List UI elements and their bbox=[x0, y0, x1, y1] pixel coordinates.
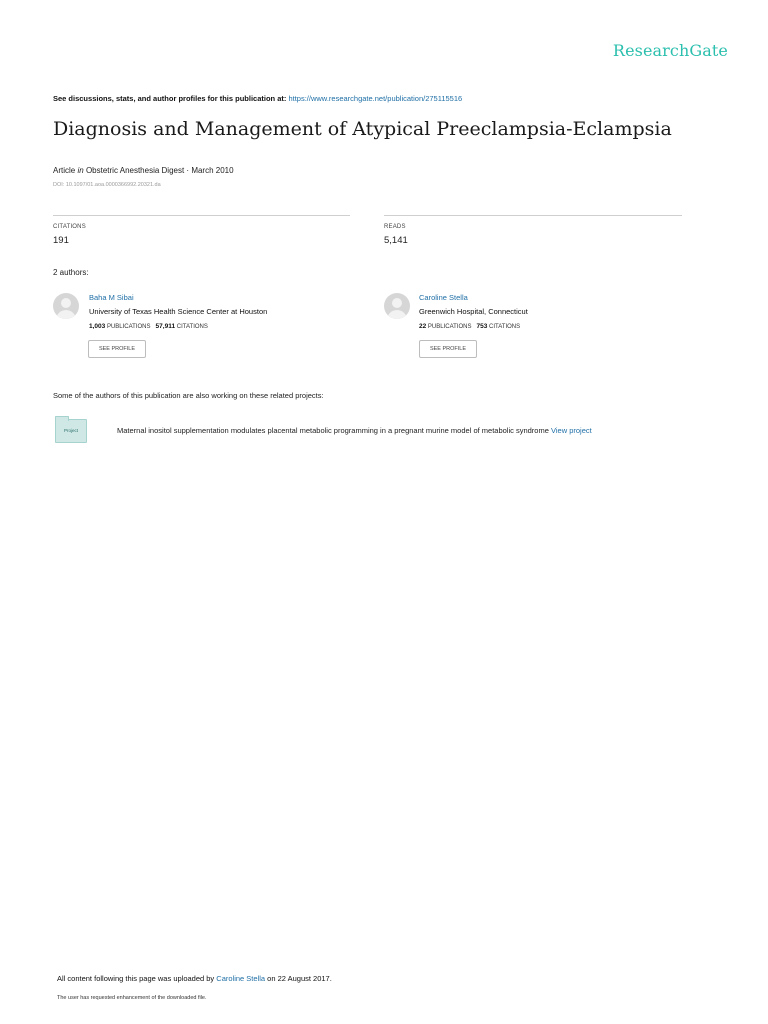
see-discussions-text: See discussions, stats, and author profiles for this publication at: bbox=[53, 94, 287, 103]
avatar-placeholder-icon[interactable] bbox=[53, 293, 79, 319]
authors-heading: 2 authors: bbox=[53, 268, 89, 277]
enhancement-note: The user has requested enhancement of the downloaded file. bbox=[57, 995, 207, 1001]
reads-value: 5,141 bbox=[384, 235, 408, 246]
publications-count: 1,003 bbox=[89, 323, 106, 330]
author-name-link[interactable]: Baha M Sibai bbox=[89, 293, 134, 302]
citations-count-label: CITATIONS bbox=[489, 324, 521, 330]
author-affiliation: University of Texas Health Science Center at Houston bbox=[89, 307, 268, 316]
publication-title: Diagnosis and Management of Atypical Preeclampsia-Eclampsia bbox=[53, 118, 672, 140]
see-discussions-line bbox=[53, 94, 462, 103]
citations-value: 191 bbox=[53, 235, 69, 246]
project-folder-icon[interactable] bbox=[55, 419, 87, 443]
citations-label: CITATIONS bbox=[53, 224, 86, 230]
citations-count-label: CITATIONS bbox=[176, 324, 208, 330]
project-icon-label: Project bbox=[63, 428, 78, 433]
upload-notice bbox=[57, 974, 332, 983]
publications-label: PUBLICATIONS bbox=[106, 324, 151, 330]
see-profile-button[interactable]: SEE PROFILE bbox=[88, 340, 146, 358]
upload-prefix: All content following this page was uploaded by bbox=[57, 974, 215, 983]
related-projects-heading: Some of the authors of this publication are also working on these related projects: bbox=[53, 391, 324, 400]
author-name-link[interactable]: Caroline Stella bbox=[419, 293, 468, 302]
reads-label: READS bbox=[384, 224, 406, 230]
uploader-link[interactable]: Caroline Stella bbox=[216, 974, 266, 983]
project-title: Maternal inositol supplementation modulates placental metabolic programming in a pregnant murine model of metabolic syndrome bbox=[117, 426, 549, 435]
see-profile-button[interactable]: SEE PROFILE bbox=[419, 340, 477, 358]
publication-url-link[interactable]: https://www.researchgate.net/publication/275115516 bbox=[288, 94, 463, 103]
venue-date: Obstetric Anesthesia Digest · March 2010 bbox=[85, 166, 234, 175]
publication-meta bbox=[53, 166, 234, 175]
in-word: in bbox=[77, 166, 84, 175]
related-project-item bbox=[117, 426, 592, 435]
author-counts bbox=[89, 323, 208, 330]
avatar-placeholder-icon[interactable] bbox=[384, 293, 410, 319]
doi-text: DOI: 10.1097/01.aoa.0000366992.20321.da bbox=[53, 182, 161, 188]
author-counts bbox=[419, 323, 520, 330]
researchgate-logo[interactable]: ResearchGate bbox=[612, 41, 728, 60]
view-project-link[interactable]: View project bbox=[551, 426, 592, 435]
reads-divider bbox=[384, 215, 682, 216]
upload-date: on 22 August 2017. bbox=[267, 974, 332, 983]
publications-label: PUBLICATIONS bbox=[427, 324, 472, 330]
publications-count: 22 bbox=[419, 323, 427, 330]
citations-divider bbox=[53, 215, 350, 216]
citations-count: 753 bbox=[476, 323, 488, 330]
author-affiliation: Greenwich Hospital, Connecticut bbox=[419, 307, 528, 316]
article-type: Article bbox=[53, 166, 76, 175]
citations-count: 57,911 bbox=[155, 323, 176, 330]
